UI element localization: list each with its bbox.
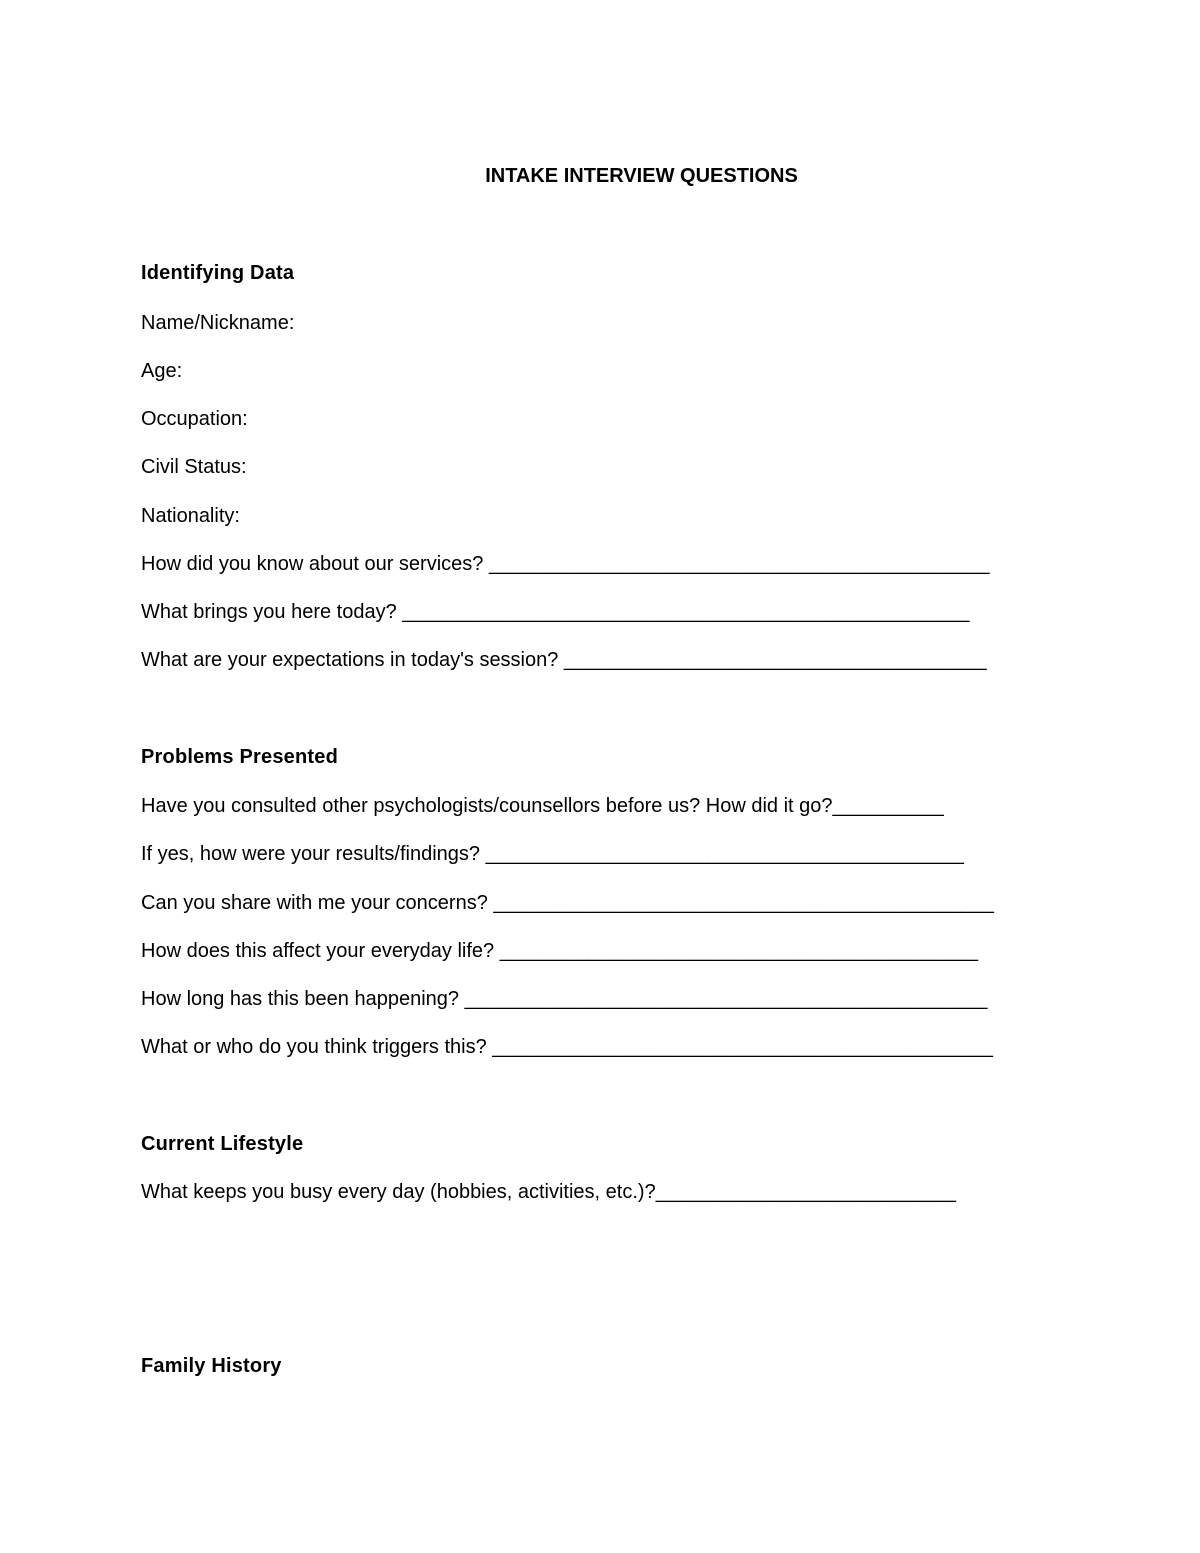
question-concerns: Can you share with me your concerns? _____________________________________________: [141, 892, 994, 914]
question-results: If yes, how were your results/findings? ___________________________________________: [141, 843, 964, 865]
question-age: Age:: [141, 360, 183, 382]
section-heading-identifying-data: Identifying Data: [141, 262, 295, 284]
question-busy: What keeps you busy every day (hobbies, activities, etc.)?___________________________: [141, 1181, 957, 1203]
question-brings-you: What brings you here today? ___________________________________________________: [141, 601, 970, 623]
question-name: Name/Nickname:: [141, 312, 295, 334]
section-heading-problems-presented: Problems Presented: [141, 746, 339, 768]
section-heading-current-lifestyle: Current Lifestyle: [141, 1133, 304, 1155]
document-title: INTAKE INTERVIEW QUESTIONS: [485, 165, 798, 187]
question-civil-status: Civil Status:: [141, 456, 247, 478]
question-services: How did you know about our services? _____________________________________________: [141, 553, 990, 575]
question-expectations: What are your expectations in today's session? ______________________________________: [141, 649, 987, 671]
question-nationality: Nationality:: [141, 505, 240, 527]
question-occupation: Occupation:: [141, 408, 248, 430]
question-consulted: Have you consulted other psychologists/counsellors before us? How did it go?__________: [141, 795, 944, 817]
question-triggers: What or who do you think triggers this? _____________________________________________: [141, 1036, 993, 1058]
question-everyday-life: How does this affect your everyday life? ___________________________________________: [141, 940, 978, 962]
question-how-long: How long has this been happening? _______________________________________________: [141, 988, 988, 1010]
section-heading-family-history: Family History: [141, 1355, 282, 1377]
document-title-wrap: [0, 165, 1200, 188]
